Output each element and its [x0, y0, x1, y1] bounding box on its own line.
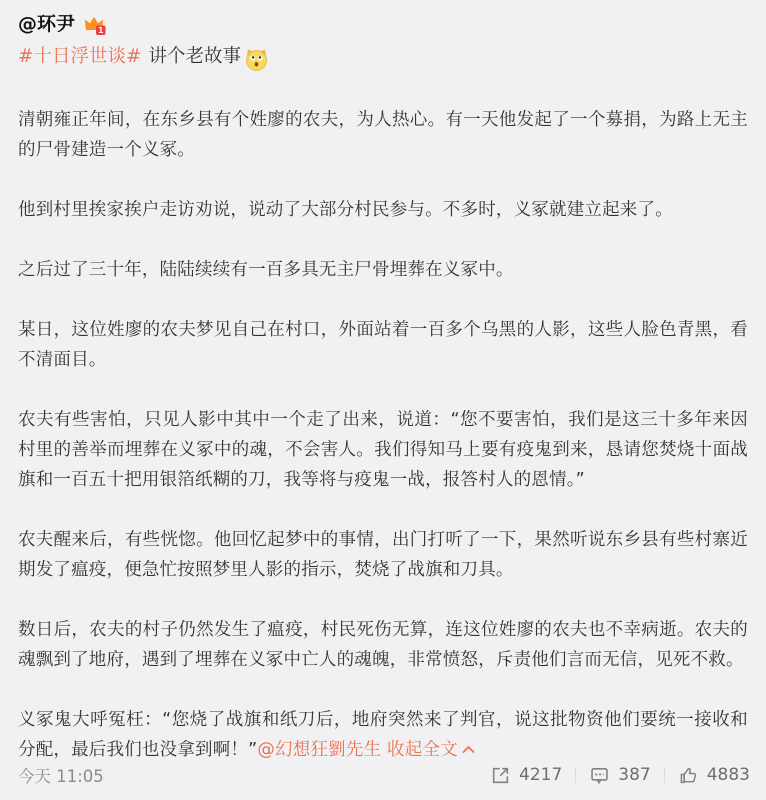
post-paragraph: 农夫醒来后，有些恍惚。他回忆起梦中的事情，出门打听了一下，果然听说东乡县有些村寨近期发了瘟疫，便急忙按照梦里人影的指示，焚烧了战旗和刀具。: [18, 530, 748, 580]
repost-count: 4217: [519, 765, 563, 785]
post-paragraph: 数日后，农夫的村子仍然发生了瘟疫，村民死伤无算，连这位姓廖的农夫也不幸病逝。农夫的魂飘到了地府，遇到了埋葬在义冢中亡人的魂魄，非常愤怒，斥责他们言而无信，见死不救。: [18, 620, 748, 670]
post-header: [18, 10, 748, 38]
repost-button[interactable]: [490, 765, 562, 786]
timestamp: 今天 11:05: [18, 767, 104, 786]
svg-text:1: 1: [98, 26, 104, 35]
divider: [575, 767, 576, 783]
post-paragraph: 之后过了三十年，陆陆续续有一百多具无主尸骨埋葬在义冢中。: [18, 260, 514, 280]
post-footer: [18, 758, 750, 792]
mention-link[interactable]: @幻想狂劉先生: [257, 740, 382, 760]
thumbs-up-icon: [678, 765, 699, 786]
divider: [664, 767, 665, 783]
comment-icon: [589, 765, 610, 786]
author-username-link[interactable]: @环尹: [18, 13, 76, 35]
post-paragraph: 他到村里挨家挨户走访劝说，说动了大部分村民参与。不多时，义冢就建立起来了。: [18, 200, 673, 220]
repost-icon: [490, 765, 511, 786]
post-title-row: [18, 42, 748, 72]
post-paragraph: 农夫有些害怕，只见人影中其中一个走了出来，说道：“您不要害怕，我们是这三十多年来因村里的善举而埋葬在义冢中的魂，不会害人。我们得知马上要有疫鬼到来，恳请您焚烧十面战旗和一百五十把用银箔纸糊的刀，我等将与疫鬼一战，报答村人的恩情。”: [18, 410, 748, 490]
like-button[interactable]: [678, 765, 750, 786]
collapse-full-text-link[interactable]: [387, 740, 475, 760]
doge-emoji-icon: [244, 47, 269, 72]
action-bar: [490, 765, 750, 786]
like-count: 4883: [706, 765, 750, 785]
post-paragraph-last: [18, 705, 748, 765]
hashtag-link[interactable]: #十日浮世谈#: [18, 46, 142, 67]
comment-button[interactable]: [589, 765, 650, 786]
post-title-text: 讲个老故事: [148, 46, 242, 67]
fan-crown-badge-icon: [82, 14, 106, 36]
collapse-label: 收起全文: [387, 740, 458, 760]
post-paragraph-text: 义冢鬼大呼冤枉：“您烧了战旗和纸刀后，地府突然来了判官，说这批物资他们要统一接收和分配，最后我们也没拿到啊！”: [18, 710, 748, 760]
comment-count: 387: [618, 765, 651, 785]
post-body: [18, 105, 748, 765]
post-paragraph: 清朝雍正年间，在东乡县有个姓廖的农夫，为人热心。有一天他发起了一个募捐，为路上无主的尸骨建造一个义冢。: [18, 110, 748, 160]
post-paragraph: 某日，这位姓廖的农夫梦见自己在村口，外面站着一百多个乌黑的人影，这些人脸色青黑，看不清面目。: [18, 320, 748, 370]
